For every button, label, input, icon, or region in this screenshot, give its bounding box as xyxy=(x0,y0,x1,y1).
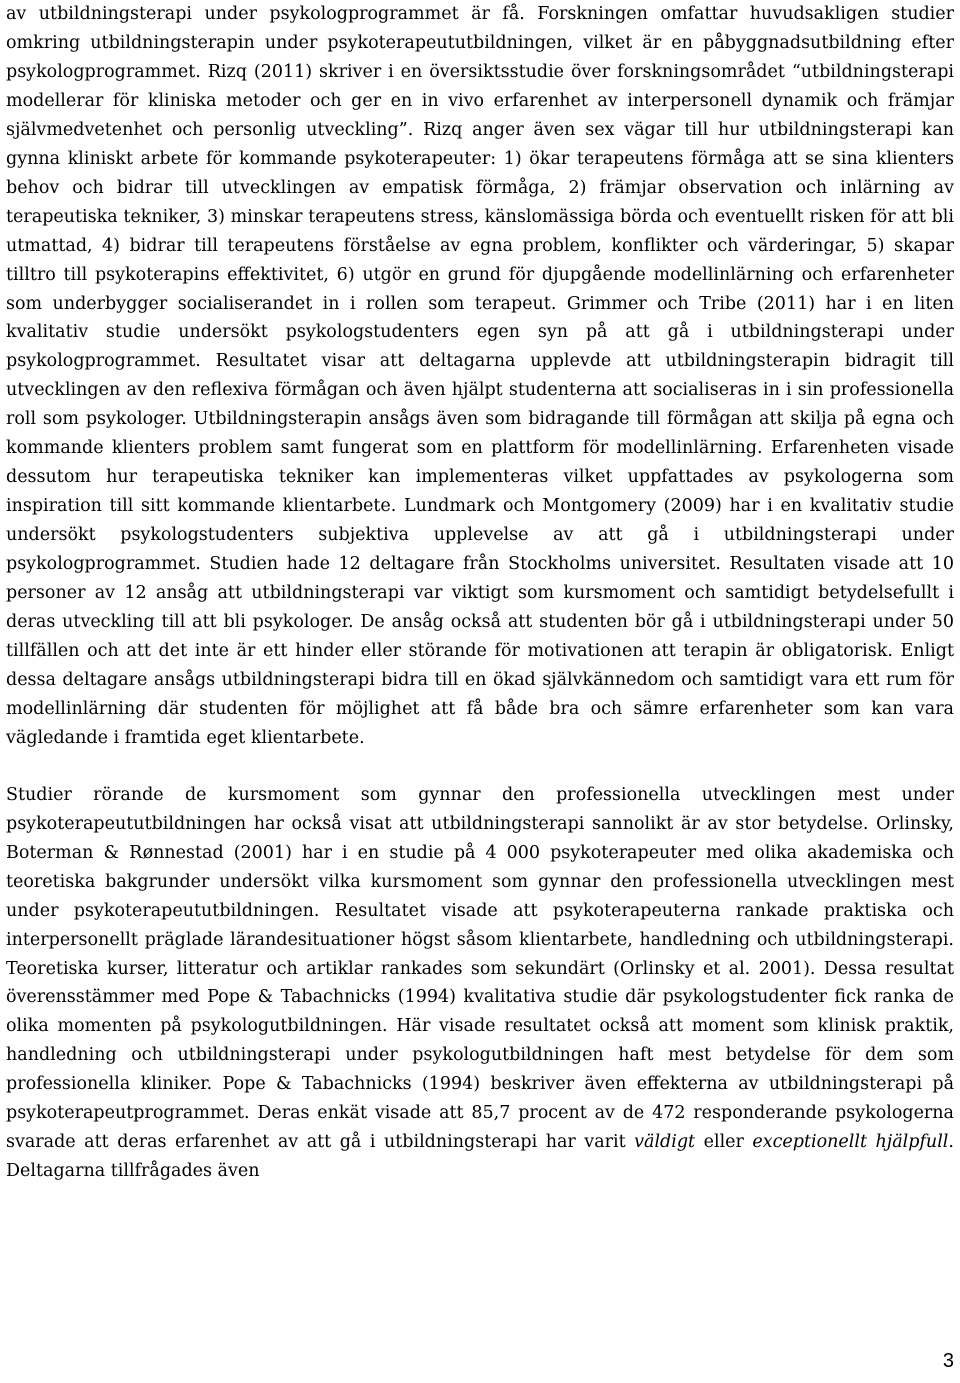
document-page xyxy=(6,0,954,1186)
paragraph-text: . Deltagarna tillfrågades även xyxy=(6,1132,954,1182)
emphasis-text: exceptionellt hjälpfull xyxy=(752,1132,949,1153)
paragraph-text: Studier rörande de kursmoment som gynnar den professionella utvecklingen mest under psykoterapeututbildningen har också visat att utbildningsterapi sannolikt är av stor betydelse. Orlinsky, Boterman & Rønnestad (2001) har i en studie på 4 000 psykoterapeuter med olika akademiska och teoretiska bakgrunder undersökt vilka kursmoment som gynnar den professionella utvecklingen mest under psykoterapeututbildningen. Resultatet visade att psykoterapeuterna rankade praktiska och interpersonellt präglade lärandesituationer högst såsom klientarbete, handledning och utbildningsterapi. Teoretiska kurser, litteratur och artiklar rankades som sekundärt (Orlinsky et al. 2001). Dessa resultat överensstämmer med Pope & Tabachnicks (1994) kvalitativa studie där psykologstudenter fick ranka de olika momenten på psykologutbildningen. Här visade resultatet också att moment som klinisk praktik, handledning och utbildningsterapi under psykologutbildningen haft mest betydelse för dem som professionella kliniker. Pope & Tabachnicks (1994) beskriver även effekterna av utbildningsterapi på psykoterapeutprogrammet. Deras enkät visade att 85,7 procent av de 472 responderande psykologerna svarade att deras erfarenhet av att gå i utbildningsterapi har varit xyxy=(6,784,954,1153)
body-paragraph: av utbildningsterapi under psykologprogrammet är få. Forskningen omfattar huvudsakligen studier omkring utbildningsterapin under psykoterapeututbildningen, vilket är en påbyggnadsutbildning efter psykologprogrammet. Rizq (2011) skriver i en översiktsstudie över forskningsområdet “utbildningsterapi modellerar för kliniska metoder och ger en in vivo erfarenhet av interpersonell dynamik och främjar självmedvetenhet och personlig utveckling”. Rizq anger även sex vägar till hur utbildningsterapi kan gynna kliniskt arbete för kommande psykoterapeuter: 1) ökar terapeutens förmåga att se sina klienters behov och bidrar till utvecklingen av empatisk förmåga, 2) främjar observation och inlärning av terapeutiska tekniker, 3) minskar terapeutens stress, känslomässiga börda och eventuellt risken för att bli utmattad, 4) bidrar till terapeutens förståelse av egna problem, konflikter och värderingar, 5) skapar tilltro till psykoterapins effektivitet, 6) utgör en grund för djupgående modellinlärning och erfarenheter som underbygger socialiserandet in i rollen som terapeut. Grimmer och Tribe (2011) har i en liten kvalitativ studie undersökt psykologstudenters egen syn på att gå i utbildningsterapi under psykologprogrammet. Resultatet visar att deltagarna upplevde att utbildningsterapin bidragit till utvecklingen av den reflexiva förmågan och även hjälpt studenterna att socialiseras in i sin professionella roll som psykologer. Utbildningsterapin ansågs även som bidragande till förmågan att skilja på egna och kommande klienters problem samt fungerat som en plattform för modellinlärning. Erfarenheten visade dessutom hur terapeutiska tekniker kan implementeras vilket uppfattades av psykologerna som inspiration till sitt kommande klientarbete. Lundmark och Montgomery (2009) har i en kvalitativ studie undersökt psykologstudenters subjektiva upplevelse av att gå i utbildningsterapi under psykologprogrammet. Studien hade 12 deltagare från Stockholms universitet. Resultaten visade att 10 personer av 12 ansåg att utbildningsterapi var viktigt som kursmoment och samtidigt betydelsefullt i deras utveckling till att bli psykologer. De ansåg också att studenten bör gå i utbildningsterapi under 50 tillfällen och att det inte är ett hinder eller störande för motivationen att terapin är obligatorisk. Enligt dessa deltagare ansågs utbildningsterapi bidra till en ökad självkännedom och samtidigt vara ett rum för modellinlärning där studenten för möjlighet att få både bra och sämre erfarenheter som kan vara vägledande i framtida eget klientarbete. xyxy=(6,4,954,748)
paragraph-text: eller xyxy=(695,1132,753,1153)
page-number: 3 xyxy=(942,1350,954,1372)
body-paragraph xyxy=(6,781,954,1186)
emphasis-text: väldigt xyxy=(634,1132,696,1153)
